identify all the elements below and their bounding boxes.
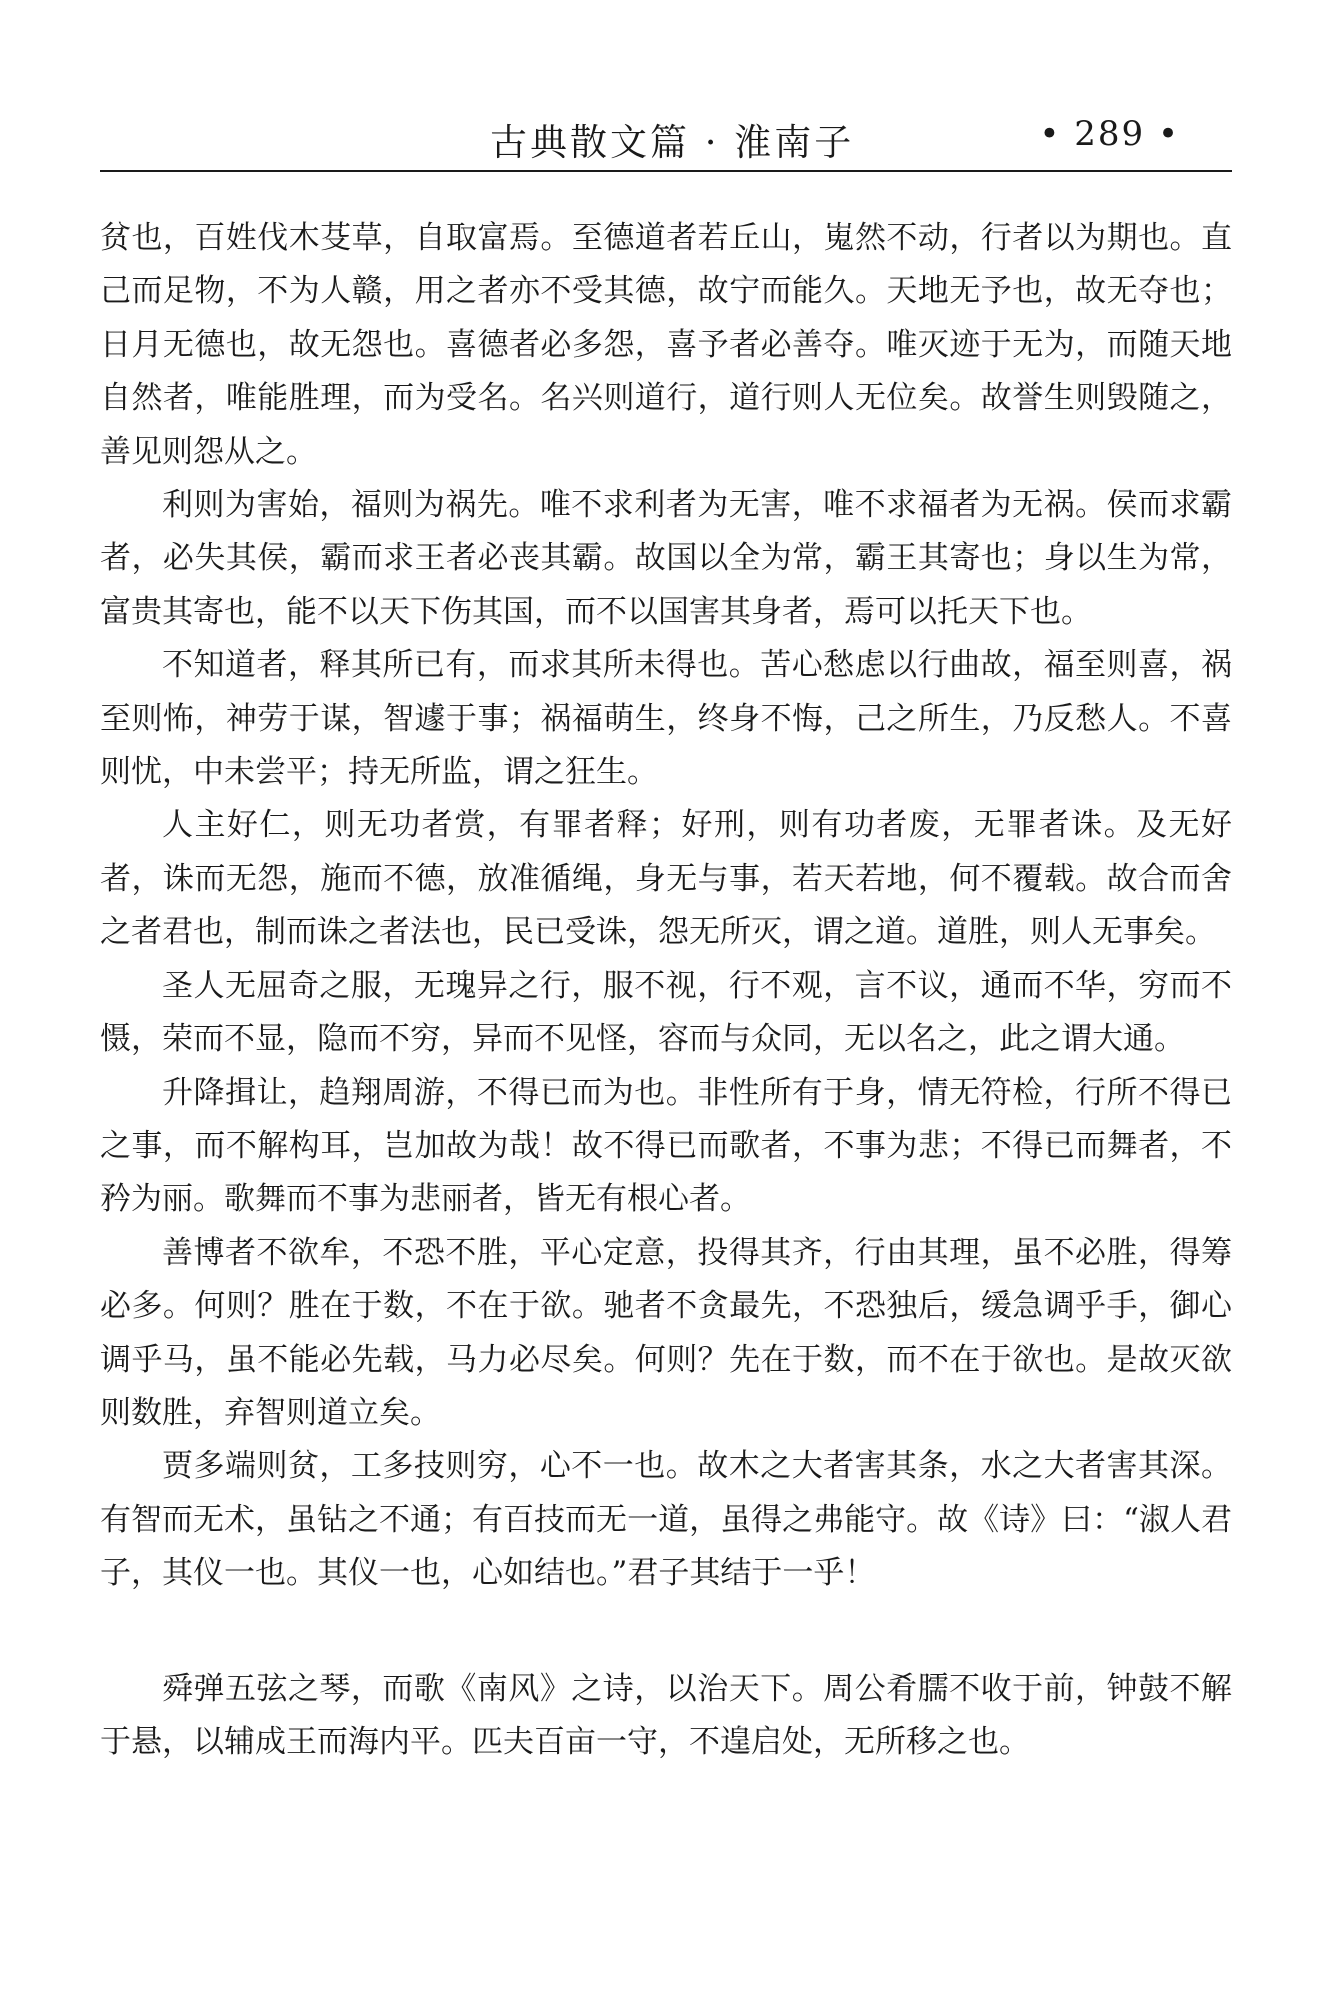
paragraph-5: 圣人无屈奇之服，无瑰异之行，服不视，行不观，言不议，通而不华，穷而不慑，荣而不显，隐而不穷，异而不见怪，容而与众同，无以名之，此之谓大通。 [100, 967, 1232, 1058]
header-title: 古典散文篇 · 淮南子 [490, 121, 855, 164]
paragraph-2: 利则为害始，福则为祸先。唯不求利者为无害，唯不求福者为无祸。侯而求霸者，必失其侯，霸而求王者必丧其霸。故国以全为常，霸王其寄也；身以生为常，富贵其寄也，能不以天下伤其国，而不以国害其身者，焉可以托天下也。 [100, 487, 1232, 630]
paragraph-8: 贾多端则贫，工多技则穷，心不一也。故木之大者害其条，水之大者害其深。有智而无术，虽钻之不通；有百技而无一道，虽得之弗能守。故《诗》曰：“淑人君子，其仪一也。其仪一也，心如结也。”君子其结于一乎！ [100, 1448, 1232, 1592]
paragraph-4: 人主好仁，则无功者赏，有罪者释；好刑，则有功者废，无罪者诛。及无好者，诛而无怨，施而不德，放准循绳，身无与事，若天若地，何不覆载。故合而舍之者君也，制而诛之者法也，民已受诛，怨无所灭，谓之道。道胜，则人无事矣。 [100, 807, 1232, 951]
paragraph-7: 善博者不欲牟，不恐不胜，平心定意，投得其齐，行由其理，虽不必胜，得筹必多。何则？胜在于数，不在于欲。驰者不贪最先，不恐独后，缓急调乎手，御心调乎马，虽不能必先载，马力必尽矣。何则？先在于数，而不在于欲也。是故灭欲则数胜，弃智则道立矣。 [100, 1234, 1232, 1431]
paragraph-9: 舜弹五弦之琴，而歌《南风》之诗，以治天下。周公肴臑不收于前，钟鼓不解于悬，以辅成王而海内平。匹夫百亩一守，不遑启处，无所移之也。 [100, 1670, 1232, 1760]
paragraph-3: 不知道者，释其所已有，而求其所未得也。苦心愁虑以行曲故，福至则喜，祸至则怖，神劳于谋，智遽于事；祸福萌生，终身不悔，己之所生，乃反愁人。不喜则忧，中未尝平；持无所监，谓之狂生。 [100, 647, 1232, 791]
page-number: • 289 • [1039, 114, 1180, 154]
paragraph-1: 贫也，百姓伐木芟草，自取富焉。至德道者若丘山，嵬然不动，行者以为期也。直己而足物，不为人赣，用之者亦不受其德，故宁而能久。天地无予也，故无夺也；日月无德也，故无怨也。喜德者必多怨，喜予者必善夺。唯灭迹于无为，而随天地自然者，唯能胜理，而为受名。名兴则道行，道行则人无位矣。故誉生则毁随之，善见则怨从之。 [100, 220, 1232, 470]
running-header [100, 96, 1232, 172]
body-text [100, 212, 1232, 1769]
paragraph-6: 升降揖让，趋翔周游，不得已而为也。非性所有于身，情无符检，行所不得已之事，而不解构耳，岂加故为哉！故不得已而歌者，不事为悲；不得已而舞者，不矜为丽。歌舞而不事为悲丽者，皆无有根心者。 [100, 1074, 1232, 1218]
